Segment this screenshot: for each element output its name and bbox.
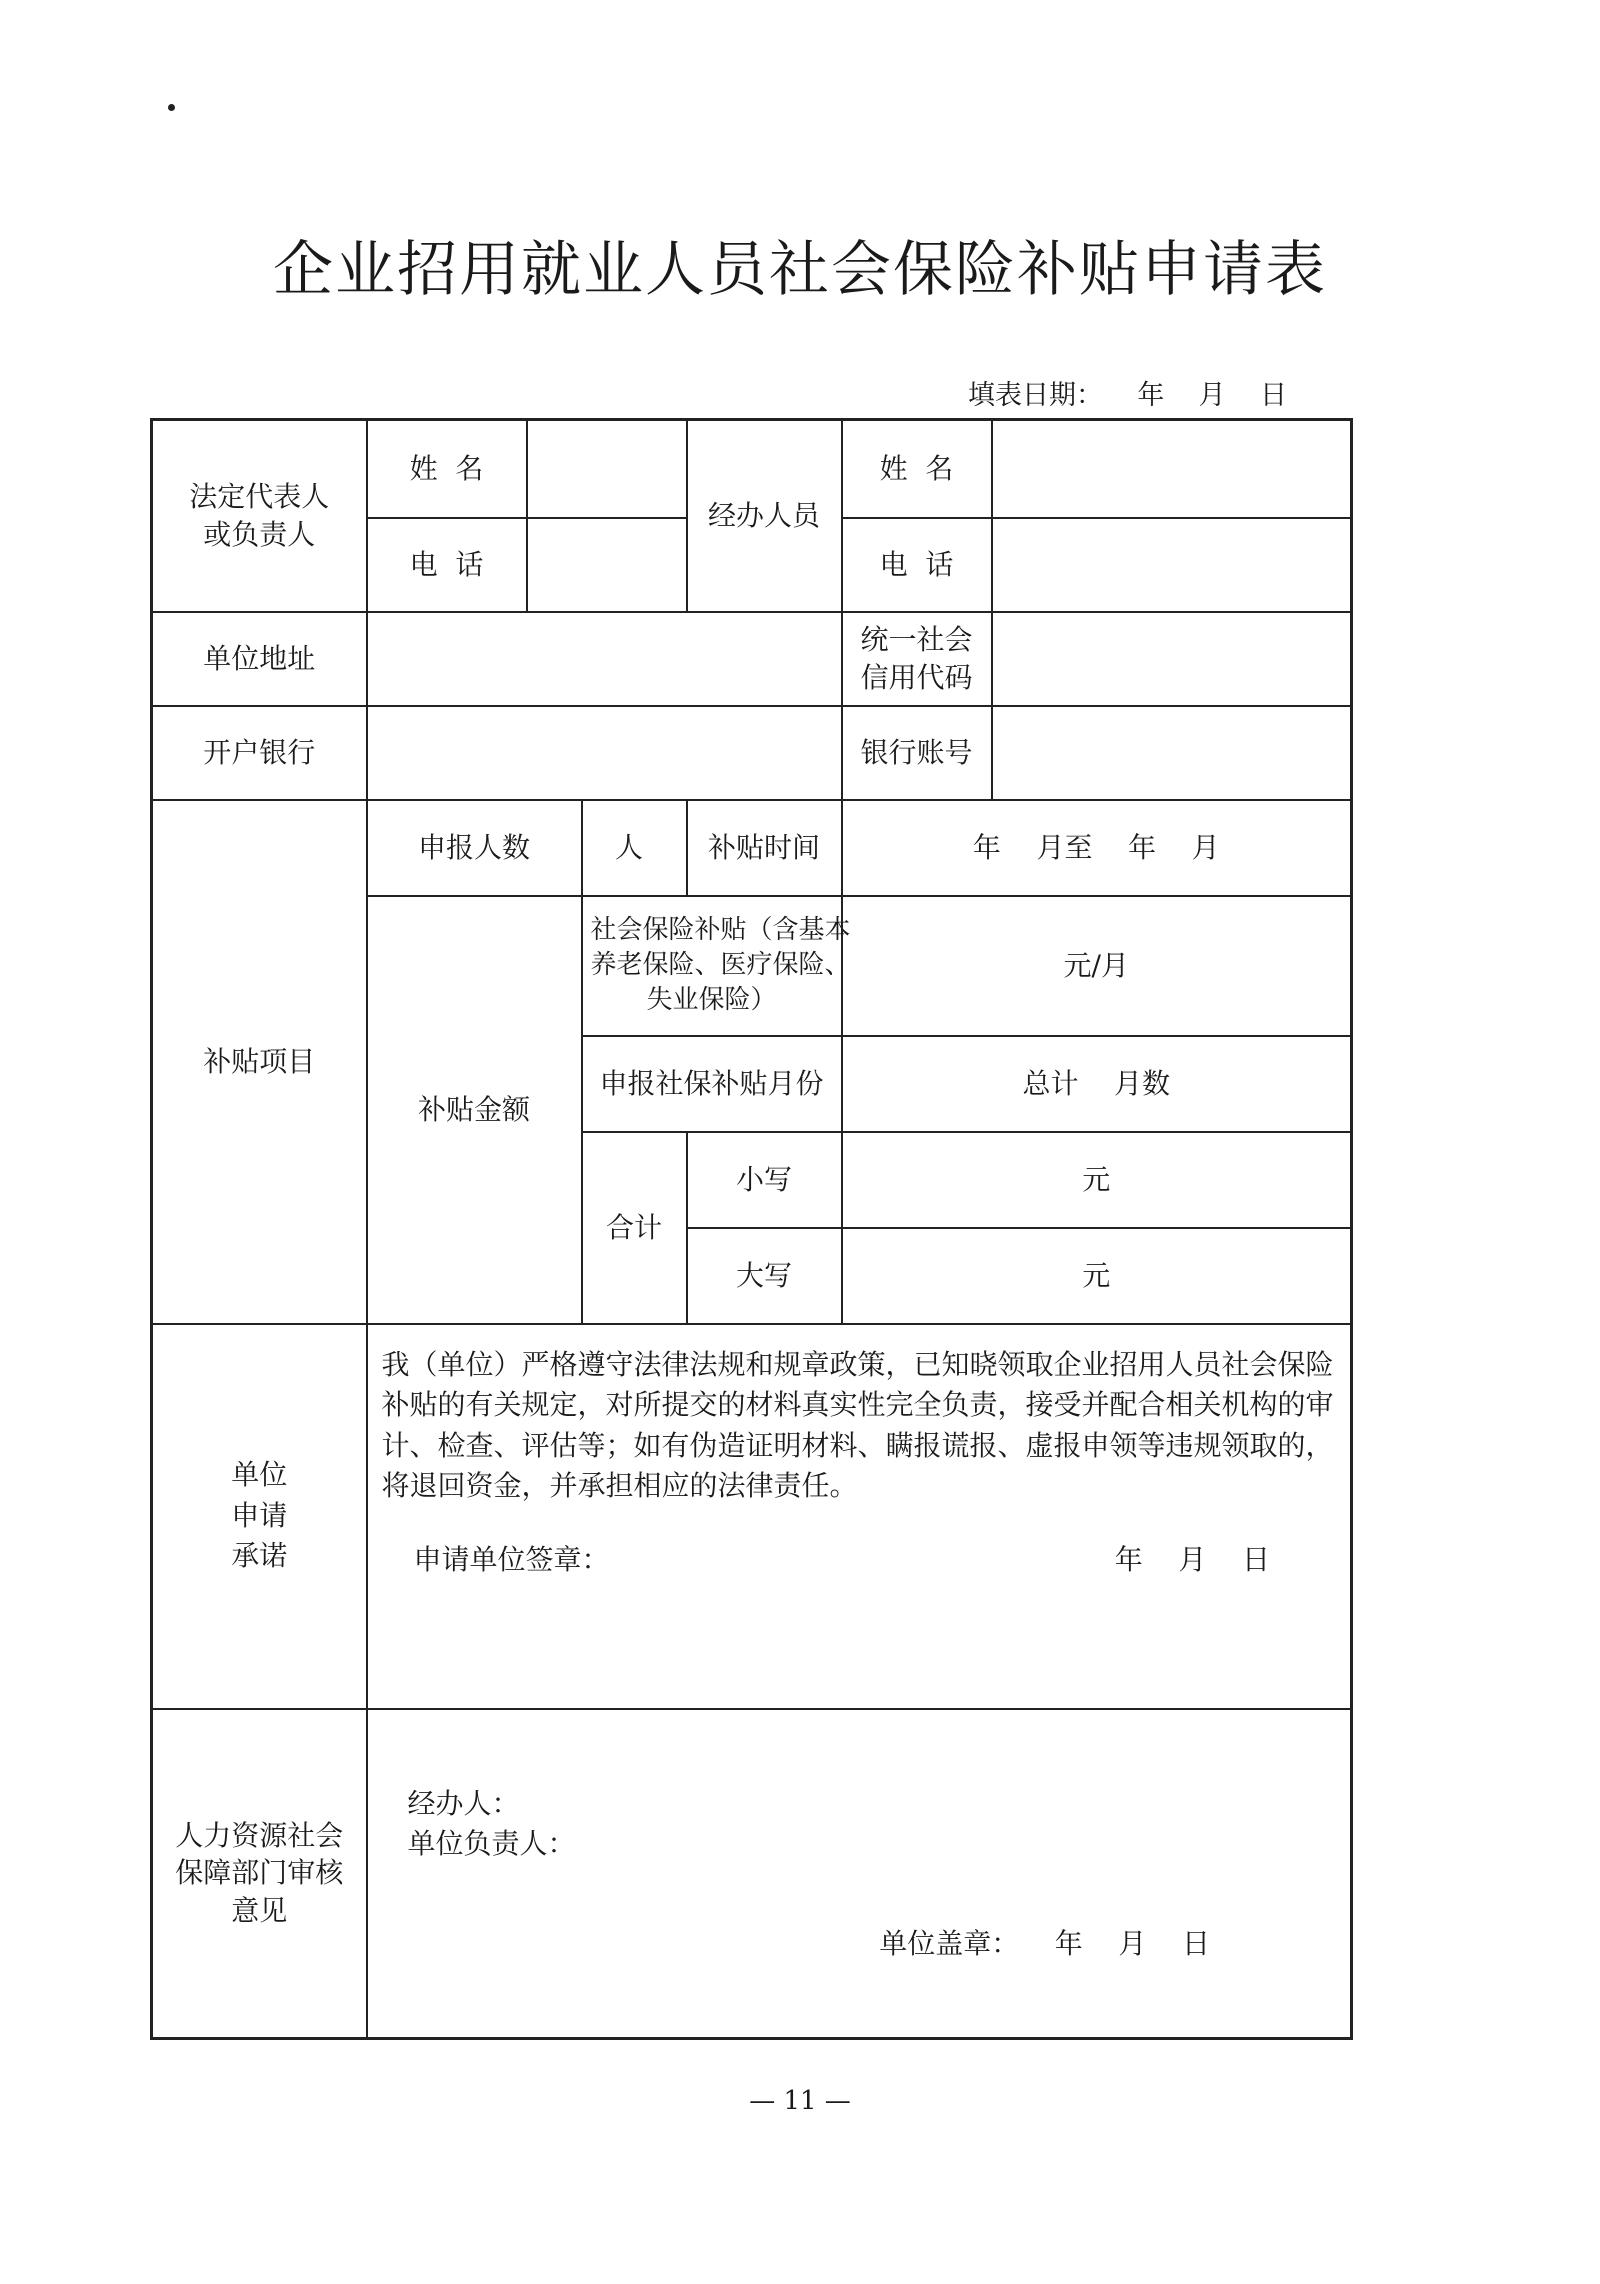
rep-name-field[interactable] bbox=[527, 420, 687, 518]
upper-case-label: 大写 bbox=[687, 1228, 842, 1324]
promise-cell bbox=[367, 1324, 1352, 1709]
upper-case-field[interactable]: 元 bbox=[842, 1228, 1352, 1324]
handler-label: 经办人员 bbox=[687, 420, 842, 612]
promise-sign-row bbox=[368, 1507, 1351, 1579]
bank-label: 开户银行 bbox=[152, 706, 367, 800]
scan-dot bbox=[168, 104, 175, 111]
promise-date: 年 月 日 bbox=[1114, 1542, 1271, 1576]
lower-case-label: 小写 bbox=[687, 1132, 842, 1228]
promise-sign-label: 申请单位签章： bbox=[413, 1542, 610, 1576]
address-label: 单位地址 bbox=[152, 612, 367, 706]
handler-name-field[interactable] bbox=[992, 420, 1352, 518]
legal-rep-label: 法定代表人 或负责人 bbox=[152, 420, 367, 612]
subsidy-months-label: 申报社保补贴月份 bbox=[582, 1036, 842, 1132]
insurance-subsidy-label: 社会保险补贴（含基本 养老保险、医疗保险、 失业保险） bbox=[582, 896, 842, 1036]
review-leader-label: 单位负责人： bbox=[407, 1827, 576, 1861]
promise-label: 单位 申请 承诺 bbox=[152, 1324, 367, 1709]
applicants-field[interactable]: 人 bbox=[582, 800, 687, 896]
credit-code-label: 统一社会 信用代码 bbox=[842, 612, 992, 706]
subsidy-months-field[interactable]: 总计 月数 bbox=[842, 1036, 1352, 1132]
lower-case-field[interactable]: 元 bbox=[842, 1132, 1352, 1228]
handler-phone-field[interactable] bbox=[992, 518, 1352, 612]
credit-code-field[interactable] bbox=[992, 612, 1352, 706]
total-label: 合计 bbox=[582, 1132, 687, 1324]
review-handler-label: 经办人： bbox=[407, 1786, 520, 1820]
insurance-subsidy-field[interactable]: 元/月 bbox=[842, 896, 1352, 1036]
review-lines bbox=[368, 1784, 1351, 1865]
subsidy-amount-label: 补贴金额 bbox=[367, 896, 582, 1324]
subsidy-items-label: 补贴项目 bbox=[152, 800, 367, 1324]
application-form-table bbox=[150, 418, 1353, 2040]
applicants-label: 申报人数 bbox=[367, 800, 582, 896]
bank-field[interactable] bbox=[367, 706, 842, 800]
review-cell bbox=[367, 1709, 1352, 2039]
review-seal-date: 单位盖章： 年 月 日 bbox=[879, 1926, 1211, 1960]
rep-phone-label: 电 话 bbox=[367, 518, 527, 612]
rep-phone-field[interactable] bbox=[527, 518, 687, 612]
period-label: 补贴时间 bbox=[687, 800, 842, 896]
address-field[interactable] bbox=[367, 612, 842, 706]
review-label: 人力资源社会 保障部门审核 意见 bbox=[152, 1709, 367, 2039]
account-label: 银行账号 bbox=[842, 706, 992, 800]
promise-text: 我（单位）严格遵守法律法规和规章政策，已知晓领取企业招用人员社会保险补贴的有关规定，对所提交的材料真实性完全负责，接受并配合相关机构的审计、检查、评估等；如有伪造证明材料、瞒报谎报、虚报申领等违规领取的，将退回资金，并承担相应的法律责任。 bbox=[381, 1347, 1334, 1503]
fill-date: 填表日期： 年 月 日 bbox=[968, 380, 1287, 411]
form-title: 企业招用就业人员社会保险补贴申请表 bbox=[273, 235, 1327, 305]
rep-name-label: 姓 名 bbox=[367, 420, 527, 518]
account-field[interactable] bbox=[992, 706, 1352, 800]
page-number: — 11 — bbox=[749, 2086, 851, 2116]
period-field[interactable]: 年 月至 年 月 bbox=[842, 800, 1352, 896]
handler-name-label: 姓 名 bbox=[842, 420, 992, 518]
handler-phone-label: 电 话 bbox=[842, 518, 992, 612]
